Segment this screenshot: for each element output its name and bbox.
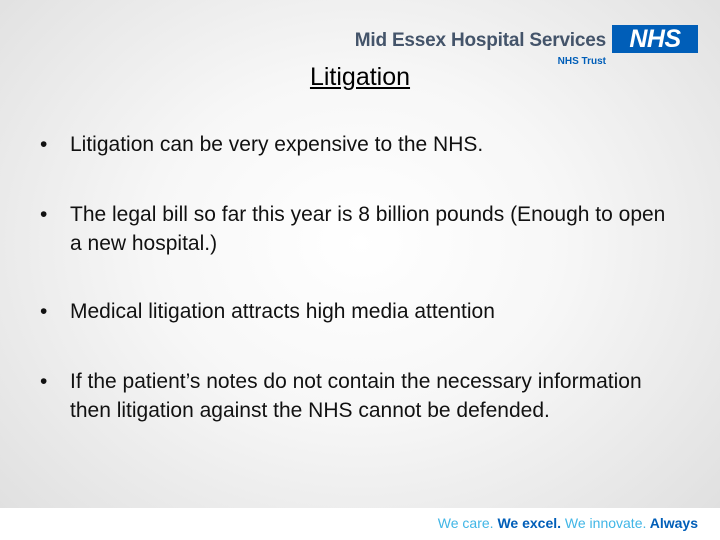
bullet-item [40, 367, 680, 425]
tagline-we-care: We care. [437, 515, 494, 531]
bullet-item [40, 130, 483, 159]
tagline-always: Always [649, 515, 698, 531]
organisation-name: Mid Essex Hospital Services [354, 30, 606, 51]
tagline-we-excel: We excel. [497, 515, 562, 531]
bullet-icon: • [40, 203, 48, 226]
bullet-text: Medical litigation attracts high media attention [70, 300, 495, 323]
tagline-we-innovate: We innovate. [564, 515, 647, 531]
footer-bar [0, 508, 720, 540]
bullet-icon: • [40, 370, 48, 393]
bullet-icon: • [40, 133, 48, 156]
bullet-text: If the patient’s notes do not contain the necessary information then litigation against the NHS cannot be defended. [70, 370, 642, 422]
nhs-logo-icon: NHS [612, 25, 698, 53]
bullet-item [40, 200, 680, 258]
trust-label: NHS Trust [557, 56, 606, 67]
bullet-text: The legal bill so far this year is 8 billion pounds (Enough to open a new hospital.) [70, 203, 666, 255]
bullet-text: Litigation can be very expensive to the NHS. [70, 133, 484, 156]
footer-tagline [438, 515, 698, 531]
bullet-icon: • [40, 300, 48, 323]
slide-title: Litigation [309, 63, 411, 91]
bullet-item [40, 297, 495, 326]
